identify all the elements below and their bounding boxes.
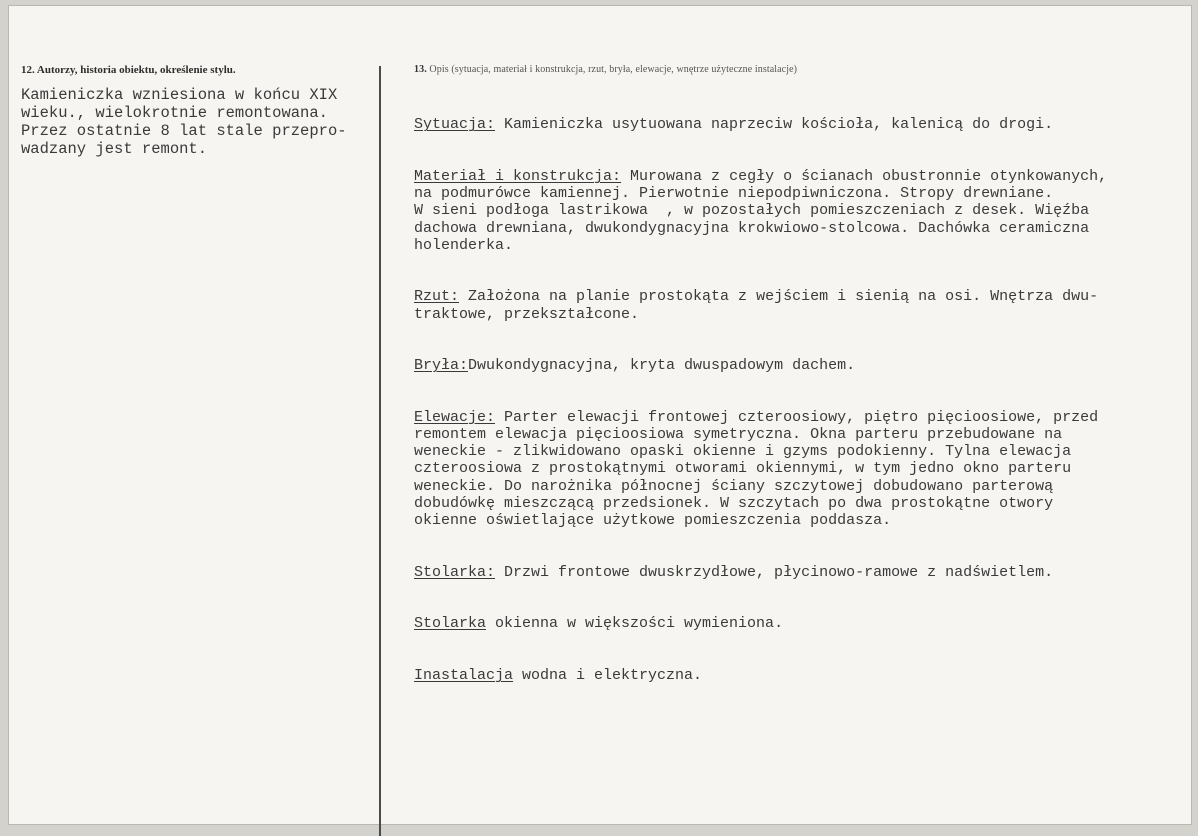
section-instalacja: [414, 667, 1184, 684]
section-text: Murowana z cegły o ścianach obustronnie otynkowanych, na podmurówce kamiennej. Pierwotnie niepodpiwniczona. Stropy drewniane. W sieni podłoga lastrikowa , w pozostałych pomieszczeniach z desek. Więźba dachowa drewniana, dwukondygnacyjna krokwiowo-stolcowa. Dachówka ceramiczna holenderka.: [414, 168, 1108, 254]
section-label: Sytuacja:: [414, 116, 496, 134]
section-bryla: [414, 357, 1184, 374]
section-label: Stolarka:: [414, 563, 496, 581]
section-stolarka: [414, 564, 1184, 581]
section-text: Kamieniczka usytuowana naprzeciw kościoła, kalenicą do drogi.: [495, 116, 1054, 134]
column-divider: [379, 66, 381, 836]
section-text: Drzwi frontowe dwuskrzydłowe, płycinowo-ramowe z nadświetlem.: [495, 563, 1054, 581]
description-heading-text: Opis (sytuacja, materiał i konstrukcja, rzut, bryła, elewacje, wnętrze użyteczne instalacje): [429, 64, 798, 75]
description-body: [414, 82, 1184, 719]
section-elewacje: [414, 409, 1184, 529]
authors-history-text: Kamieniczka wzniesiona w końcu XIX wieku., wielokrotnie remontowana. Przez ostatnie 8 lat stale przepro- wadzany jest remont.: [21, 86, 347, 158]
section-text: Dwukondygnacyjna, kryta dwuspadowym dachem.: [468, 357, 856, 375]
section-label: Elewacje:: [414, 408, 496, 426]
description-heading-number: 13.: [414, 64, 427, 75]
section-label: Bryła:: [414, 357, 469, 375]
record-card: [8, 5, 1192, 825]
section-label: Rzut:: [414, 288, 460, 306]
description-heading: [414, 64, 1184, 80]
section-rzut: [414, 288, 1184, 322]
description-section: [414, 64, 1184, 719]
authors-history-heading: 12. Autorzy, historia obiektu, określenie stylu.: [21, 64, 236, 76]
section-stolarka-okienna: [414, 615, 1184, 632]
section-sytuacja: [414, 116, 1184, 133]
section-material: [414, 168, 1184, 254]
section-text: Parter elewacji frontowej czteroosiowy, piętro pięcioosiowe, przed remontem elewacja pięcioosiowa symetryczna. Okna parteru przebudowane na weneckie - zlikwidowano opaski okienne i gzyms podokienny. Tylna elewacja czteroosiowa z prostokątnymi otworami okiennymi, w tym jedno okno parteru weneckie. Do narożnika północnej ściany szczytowej dobudowano parterową dobudówkę mieszczącą przedsionek. W szczytach po dwa prostokątne otwory okienne oświetlające użytkowe pomieszczenia poddasza.: [414, 408, 1099, 530]
section-label: Stolarka: [414, 615, 487, 633]
section-text: okienna w większości wymieniona.: [486, 615, 784, 633]
authors-history-section: [21, 64, 366, 158]
section-label: Materiał i konstrukcja:: [414, 168, 622, 186]
section-label: Inastalacja: [414, 666, 514, 684]
section-text: wodna i elektryczna.: [513, 666, 703, 684]
section-text: Założona na planie prostokąta z wejściem i sienią na osi. Wnętrza dwu- traktowe, przekształcone.: [414, 288, 1099, 323]
